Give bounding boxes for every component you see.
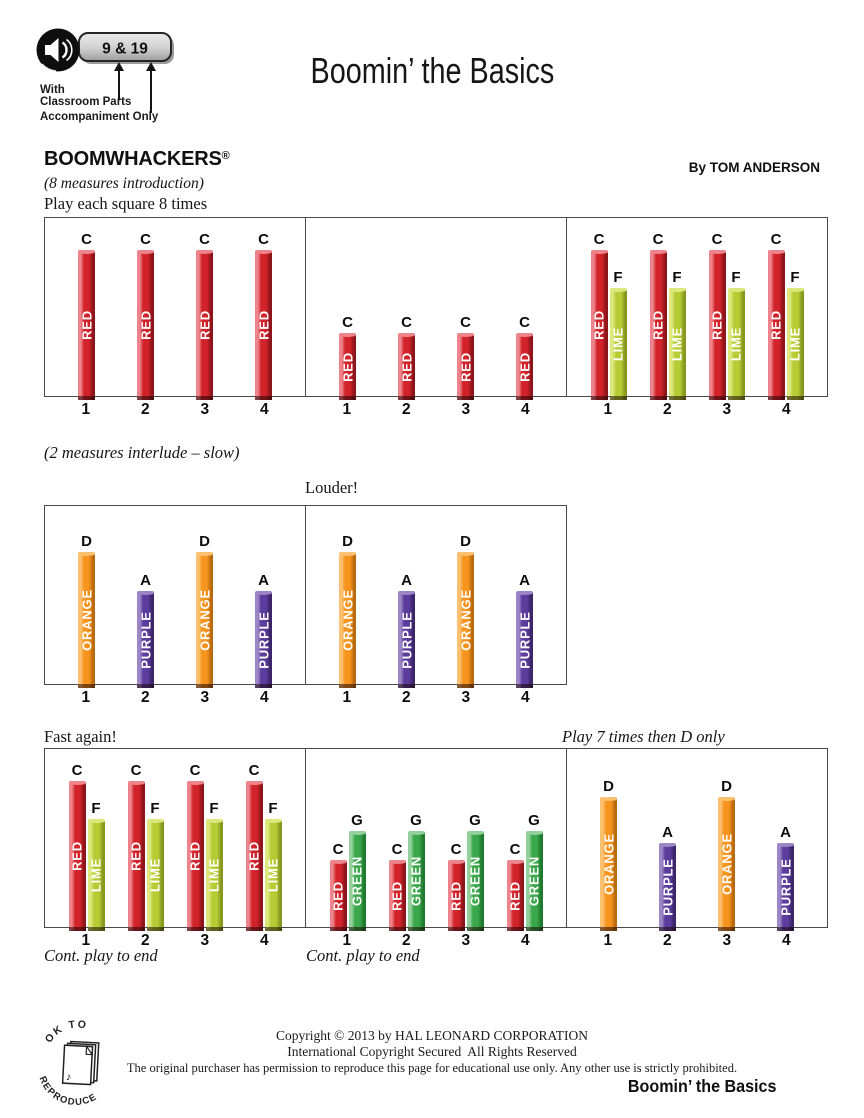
note-letter: F — [268, 800, 278, 817]
bar-unit — [255, 232, 272, 400]
note-letter: C — [81, 231, 92, 248]
boomwhacker-bar — [389, 860, 406, 931]
boomwhacker-bar — [467, 831, 484, 931]
bar-unit — [516, 315, 533, 400]
beat-cell — [579, 749, 638, 927]
beat-number: 2 — [401, 401, 411, 418]
bar-color-label: GREEN — [467, 855, 483, 907]
boomwhacker-bar — [457, 333, 474, 400]
beat-cell — [57, 506, 116, 684]
note-letter: C — [770, 231, 782, 248]
beat-cell — [377, 749, 436, 927]
note-letter: F — [790, 269, 800, 286]
boomwhacker-bar — [339, 552, 356, 688]
bar-color-label: RED — [768, 310, 784, 340]
bar-color-label: GREEN — [349, 855, 365, 907]
beat-cell — [175, 506, 234, 684]
bar-color-label: LIME — [265, 857, 281, 893]
beat-number: 3 — [722, 932, 732, 949]
note-letter: F — [731, 269, 741, 286]
beat-cell — [175, 218, 234, 396]
bar-unit — [467, 813, 484, 931]
bar-color-label: RED — [69, 841, 85, 871]
beat-numbers — [566, 401, 828, 419]
boomwhacker-bar — [526, 831, 543, 931]
note-letter: C — [401, 314, 412, 331]
boomwhacker-bar — [255, 591, 272, 688]
bar-unit — [507, 842, 524, 931]
bar-color-label: LIME — [669, 326, 685, 362]
bar-unit — [137, 232, 154, 400]
bar-unit — [389, 842, 406, 931]
beat-cell — [57, 749, 116, 927]
beat-cell — [234, 218, 293, 396]
note-letter: D — [460, 533, 471, 550]
boomwhacker-bar — [147, 819, 164, 931]
boomwhacker-bar — [69, 781, 86, 931]
boomwhacker-bar — [187, 781, 204, 931]
beat-cell — [756, 218, 815, 396]
bar-color-label: LIME — [728, 326, 744, 362]
boomwhacker-bar — [709, 250, 726, 400]
bar-color-label: RED — [187, 841, 203, 871]
measure-box — [305, 505, 567, 685]
annotation: Fast again! — [44, 727, 117, 746]
bar-color-label: LIME — [147, 857, 163, 893]
measure-box — [566, 748, 828, 928]
play-instruction: Play each square 8 times — [44, 194, 208, 213]
beat-cell — [495, 218, 554, 396]
boomwhacker-bar — [457, 552, 474, 688]
boomwhacker-bar — [78, 250, 95, 400]
beat-number: 4 — [520, 932, 530, 949]
beat-numbers — [305, 401, 567, 419]
bar-unit — [659, 825, 676, 931]
beat-cell — [234, 749, 293, 927]
note-letter: C — [199, 231, 210, 248]
bar-unit — [246, 763, 263, 931]
boomwhacker-bar — [78, 552, 95, 688]
measure-box — [44, 217, 306, 397]
beat-number: 2 — [140, 401, 150, 418]
boomwhacker-bar — [398, 333, 415, 400]
bar-color-label: ORANGE — [79, 589, 94, 651]
stamp-top-text: OK TO — [42, 1018, 89, 1046]
beat-cell — [495, 506, 554, 684]
beat-number: 2 — [662, 401, 672, 418]
beat-number: 1 — [342, 689, 352, 706]
beat-number: 4 — [259, 401, 269, 418]
bar-unit — [526, 813, 543, 931]
beat-cell — [318, 749, 377, 927]
bar-color-label: RED — [197, 310, 212, 340]
track-numbers: 9 & 19 — [102, 40, 148, 58]
bar-unit — [669, 270, 686, 400]
beat-number: 3 — [200, 401, 210, 418]
annotation: Cont. play to end — [306, 946, 420, 965]
bar-color-label: ORANGE — [340, 589, 355, 651]
beat-number: 1 — [603, 401, 613, 418]
bar-color-label: RED — [399, 351, 414, 382]
beat-number: 1 — [81, 689, 91, 706]
bar-color-label: RED — [709, 310, 725, 340]
beat-cell — [175, 749, 234, 927]
bar-color-label: RED — [389, 880, 405, 911]
beat-number: 2 — [140, 689, 150, 706]
note-letter: C — [140, 231, 151, 248]
note-letter: A — [780, 824, 791, 841]
bar-unit — [457, 315, 474, 400]
bar-unit — [196, 232, 213, 400]
note-letter: A — [140, 572, 151, 589]
beat-number: 4 — [781, 932, 791, 949]
bar-unit — [600, 779, 617, 931]
beat-grid — [45, 506, 305, 684]
beat-cell — [318, 218, 377, 396]
measure-box — [44, 748, 306, 928]
annotation: Louder! — [305, 478, 359, 497]
boomwhacker-bar — [137, 591, 154, 688]
beat-number: 3 — [461, 932, 471, 949]
measure-box — [305, 217, 567, 397]
bar-unit — [591, 232, 608, 400]
beat-grid — [306, 506, 566, 684]
note-letter: F — [613, 269, 623, 286]
footer-title: Boomin’ the Basics — [627, 1076, 776, 1096]
beat-grid — [567, 749, 827, 927]
beat-number: 4 — [259, 689, 269, 706]
note-letter: C — [189, 762, 201, 779]
bar-color-label: RED — [591, 310, 607, 340]
boomwhacker-bar — [339, 333, 356, 400]
beat-number: 4 — [259, 932, 269, 949]
note-letter: F — [150, 800, 160, 817]
beat-cell — [377, 506, 436, 684]
boomwhacker-bar — [448, 860, 465, 931]
note-letter: C — [519, 314, 530, 331]
bar-unit — [206, 801, 223, 931]
instrument-heading: BOOMWHACKERS® — [44, 148, 230, 170]
boomwhacker-bar — [768, 250, 785, 400]
note-letter: D — [199, 533, 210, 550]
boomwhacker-bar — [349, 831, 366, 931]
bar-unit — [650, 232, 667, 400]
bar-unit — [610, 270, 627, 400]
boomwhacker-bar — [516, 333, 533, 400]
note-letter: C — [71, 762, 83, 779]
beat-numbers — [566, 932, 828, 950]
bar-color-label: RED — [517, 351, 532, 382]
bar-color-label: RED — [458, 351, 473, 382]
bar-color-label: RED — [138, 310, 153, 340]
boomwhacker-bar — [591, 250, 608, 400]
boomwhacker-bar — [728, 288, 745, 400]
bar-unit — [709, 232, 726, 400]
boomwhacker-bar — [600, 797, 617, 931]
beat-cell — [495, 749, 554, 927]
beat-cell — [436, 506, 495, 684]
bar-unit — [448, 842, 465, 931]
beat-number: 2 — [662, 932, 672, 949]
bar-color-label: PURPLE — [256, 610, 271, 669]
bar-unit — [777, 825, 794, 931]
beat-grid — [306, 218, 566, 396]
measure-box — [305, 748, 567, 928]
bar-unit — [768, 232, 785, 400]
boomwhacker-bar — [196, 250, 213, 400]
bar-color-label: RED — [79, 310, 94, 340]
beat-number: 2 — [401, 932, 411, 949]
boomwhacker-bar — [787, 288, 804, 400]
bar-color-label: GREEN — [526, 855, 542, 907]
note-letter: C — [460, 314, 471, 331]
bar-unit — [787, 270, 804, 400]
beat-cell — [638, 749, 697, 927]
badge-label-classroom-parts: Classroom Parts — [40, 96, 132, 108]
beat-cell — [116, 218, 175, 396]
bar-unit — [88, 801, 105, 931]
beat-number: 3 — [200, 689, 210, 706]
bar-unit — [728, 270, 745, 400]
beat-numbers — [305, 689, 567, 707]
note-letter: C — [652, 231, 664, 248]
beat-numbers — [44, 401, 306, 419]
boomwhacker-bar — [408, 831, 425, 931]
boomwhacker-bar — [330, 860, 347, 931]
bar-color-label: PURPLE — [399, 610, 414, 669]
boomwhacker-bar — [196, 552, 213, 688]
boomwhacker-bar — [398, 591, 415, 688]
beat-numbers — [44, 689, 306, 707]
beat-cell — [436, 749, 495, 927]
note-letter: D — [81, 533, 92, 550]
beat-number: 2 — [401, 689, 411, 706]
note-letter: F — [91, 800, 101, 817]
beat-cell — [318, 506, 377, 684]
beat-cell — [234, 506, 293, 684]
bar-color-label: PURPLE — [778, 858, 793, 916]
bar-unit — [265, 801, 282, 931]
copyright-line-2: International Copyright Secured All Rights Reserved — [287, 1044, 577, 1059]
beat-number: 3 — [200, 932, 210, 949]
boomwhacker-bar — [650, 250, 667, 400]
bar-color-label: ORANGE — [458, 589, 473, 651]
note-letter: A — [258, 572, 269, 589]
note-letter: G — [469, 812, 481, 829]
note-letter: C — [593, 231, 605, 248]
bar-unit — [137, 573, 154, 688]
boomwhacker-bar — [718, 797, 735, 931]
beat-number: 3 — [461, 401, 471, 418]
beat-number: 1 — [81, 932, 91, 949]
annotation: (2 measures interlude – slow) — [44, 443, 240, 462]
beat-grid — [306, 749, 566, 927]
bar-color-label: LIME — [206, 857, 222, 893]
note-letter: A — [519, 572, 530, 589]
bar-unit — [349, 813, 366, 931]
bar-unit — [718, 779, 735, 931]
boomwhacker-bar — [255, 250, 272, 400]
boomwhacker-bar — [88, 819, 105, 931]
bar-unit — [516, 573, 533, 688]
note-letter: F — [672, 269, 682, 286]
permission-line: The original purchaser has permission to reproduce this page for educational use only. Any other use is strictly prohibited. — [126, 1061, 738, 1075]
boomwhacker-bar — [659, 843, 676, 931]
beat-number: 1 — [342, 932, 352, 949]
beat-cell — [377, 218, 436, 396]
note-letter: A — [401, 572, 412, 589]
beat-cell — [436, 218, 495, 396]
beat-cell — [756, 749, 815, 927]
note-letter: D — [603, 778, 614, 795]
bar-color-label: RED — [507, 880, 523, 911]
beat-cell — [579, 218, 638, 396]
beat-cell — [116, 749, 175, 927]
boomwhacker-bar — [507, 860, 524, 931]
bar-unit — [78, 534, 95, 688]
note-letter: C — [450, 841, 462, 858]
boomwhacker-bar — [516, 591, 533, 688]
beat-number: 2 — [140, 932, 150, 949]
annotation: Play 7 times then D only — [562, 727, 725, 746]
bar-unit — [457, 534, 474, 688]
bar-color-label: ORANGE — [719, 833, 734, 895]
beat-number: 1 — [342, 401, 352, 418]
note-letter: C — [509, 841, 521, 858]
beat-cell — [697, 218, 756, 396]
note-letter: G — [410, 812, 422, 829]
measure-box — [44, 505, 306, 685]
bar-unit — [69, 763, 86, 931]
bar-unit — [339, 315, 356, 400]
beat-cell — [697, 749, 756, 927]
note-letter: F — [209, 800, 219, 817]
bar-color-label: RED — [448, 880, 464, 911]
stamp-bottom-text: REPRODUCE — [36, 1074, 100, 1109]
note-letter: C — [130, 762, 142, 779]
boomwhacker-bar — [777, 843, 794, 931]
bar-unit — [78, 232, 95, 400]
beat-cell — [57, 218, 116, 396]
bar-color-label: ORANGE — [601, 833, 616, 895]
bar-color-label: RED — [330, 880, 346, 911]
beat-cell — [116, 506, 175, 684]
bar-color-label: PURPLE — [138, 610, 153, 669]
bar-unit — [398, 573, 415, 688]
badge-label-accompaniment-only: Accompaniment Only — [40, 111, 159, 123]
bar-unit — [408, 813, 425, 931]
beat-cell — [638, 218, 697, 396]
bar-unit — [196, 534, 213, 688]
bar-color-label: ORANGE — [197, 589, 212, 651]
bar-unit — [187, 763, 204, 931]
beat-number: 4 — [520, 401, 530, 418]
bar-color-label: RED — [246, 841, 262, 871]
registered-mark: ® — [221, 150, 230, 162]
bar-unit — [339, 534, 356, 688]
note-letter: C — [258, 231, 269, 248]
bar-unit — [330, 842, 347, 931]
bar-unit — [255, 573, 272, 688]
bar-color-label: PURPLE — [517, 610, 532, 669]
beat-number: 3 — [722, 401, 732, 418]
annotation: Cont. play to end — [44, 946, 158, 965]
note-letter: G — [528, 812, 540, 829]
bar-unit — [128, 763, 145, 931]
boomwhacker-bar — [669, 288, 686, 400]
boomwhacker-bar — [246, 781, 263, 931]
beat-number: 1 — [81, 401, 91, 418]
boomwhacker-bar — [265, 819, 282, 931]
music-note-icon: ♪ — [65, 1071, 72, 1084]
bar-unit — [147, 801, 164, 931]
bar-color-label: RED — [128, 841, 144, 871]
boomwhacker-bar — [610, 288, 627, 400]
measure-box — [566, 217, 828, 397]
beat-number: 1 — [603, 932, 613, 949]
bar-color-label: LIME — [88, 857, 104, 893]
beat-grid — [567, 218, 827, 396]
boomwhacker-bar — [137, 250, 154, 400]
byline: By TOM ANDERSON — [688, 160, 820, 175]
bar-color-label: LIME — [787, 326, 803, 362]
note-letter: C — [391, 841, 403, 858]
badge-label-with: With — [40, 84, 65, 96]
note-letter: A — [662, 824, 673, 841]
beat-number: 4 — [520, 689, 530, 706]
boomwhacker-bar — [206, 819, 223, 931]
note-letter: C — [332, 841, 344, 858]
note-letter: C — [248, 762, 260, 779]
beat-grid — [45, 749, 305, 927]
beat-number: 3 — [461, 689, 471, 706]
note-letter: D — [342, 533, 353, 550]
bar-color-label: RED — [256, 310, 271, 340]
intro-note: (8 measures introduction) — [44, 175, 204, 192]
note-letter: D — [721, 778, 732, 795]
copyright-line-1: Copyright © 2013 by HAL LEONARD CORPORATION — [275, 1028, 588, 1043]
bar-color-label: GREEN — [408, 855, 424, 907]
bar-unit — [398, 315, 415, 400]
note-letter: C — [342, 314, 353, 331]
page-title: Boomin’ the Basics — [310, 50, 554, 91]
boomwhacker-bar — [128, 781, 145, 931]
beat-number: 4 — [781, 401, 791, 418]
note-letter: G — [351, 812, 363, 829]
bar-color-label: LIME — [610, 326, 626, 362]
bar-color-label: RED — [340, 351, 355, 382]
bar-color-label: RED — [650, 310, 666, 340]
beat-grid — [45, 218, 305, 396]
note-letter: C — [711, 231, 723, 248]
bar-color-label: PURPLE — [660, 858, 675, 916]
